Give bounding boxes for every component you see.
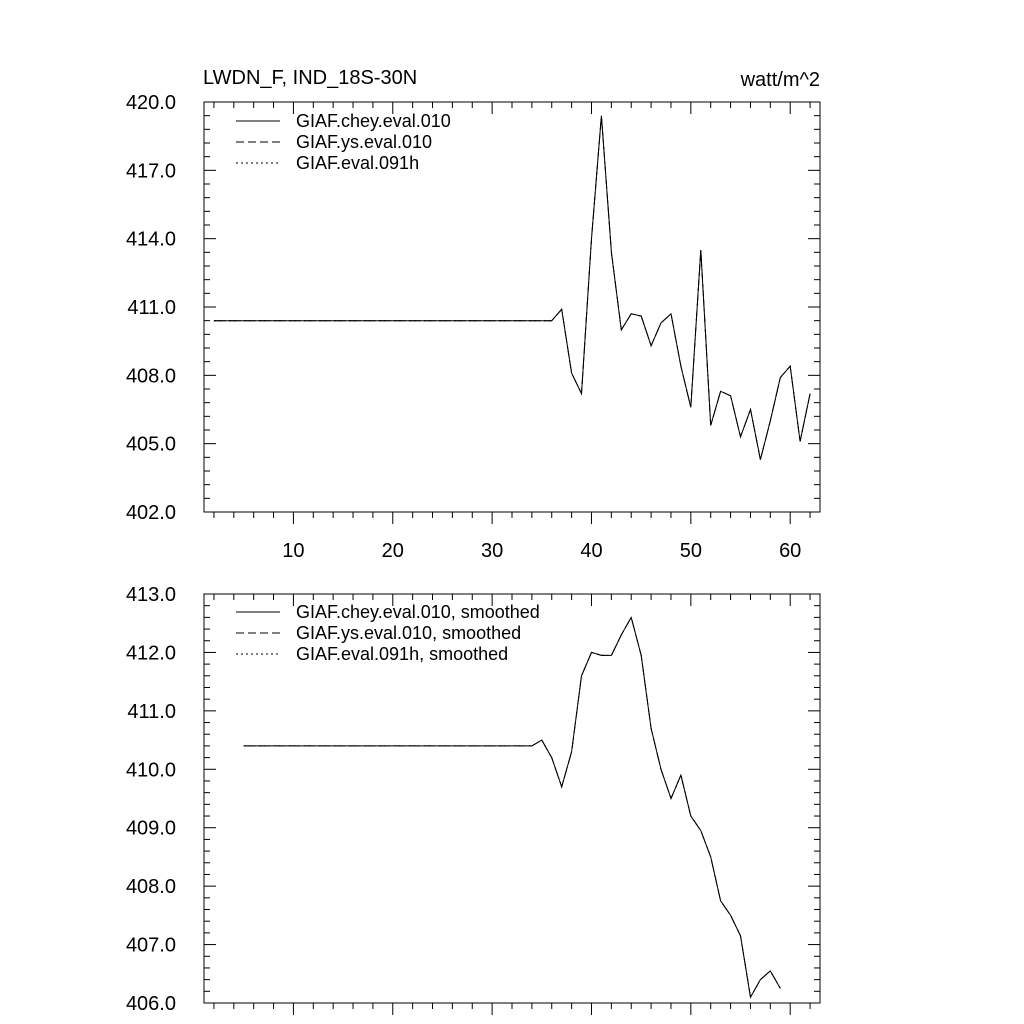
y-tick-label: 402.0 [125,502,176,524]
y-tick-label: 413.0 [125,584,176,606]
legend-label: GIAF.chey.eval.010 [296,111,451,131]
y-tick-label: 417.0 [125,160,176,183]
y-tick-label: 409.0 [125,817,176,840]
legend-label: GIAF.ys.eval.010, smoothed [296,623,522,643]
chart-title: LWDN_F, IND_18S-30N [203,67,418,89]
y-tick-label: 405.0 [125,433,176,456]
y-tick-label: 406.0 [125,993,176,1015]
y-tick-label: 412.0 [125,642,176,665]
x-tick-label: 60 [779,540,802,562]
y-tick-label: 414.0 [125,228,176,251]
legend-label: GIAF.ys.eval.010 [296,132,433,152]
units-label: watt/m^2 [740,69,820,91]
y-tick-label: 411.0 [127,700,176,723]
legend-label: GIAF.eval.091h [296,153,420,173]
y-tick-label: 407.0 [125,934,176,957]
x-tick-label: 40 [580,540,603,562]
x-tick-label: 20 [381,540,404,562]
x-tick-label: 10 [282,540,305,562]
legend-label: GIAF.eval.091h, smoothed [296,644,509,664]
legend-label: GIAF.chey.eval.010, smoothed [296,602,540,622]
y-tick-label: 410.0 [125,759,176,782]
x-tick-label: 30 [481,540,504,562]
x-tick-label: 50 [679,540,702,562]
y-tick-label: 420.0 [125,92,176,114]
y-tick-label: 408.0 [125,876,176,899]
y-tick-label: 411.0 [127,297,176,319]
y-tick-label: 408.0 [125,365,176,388]
